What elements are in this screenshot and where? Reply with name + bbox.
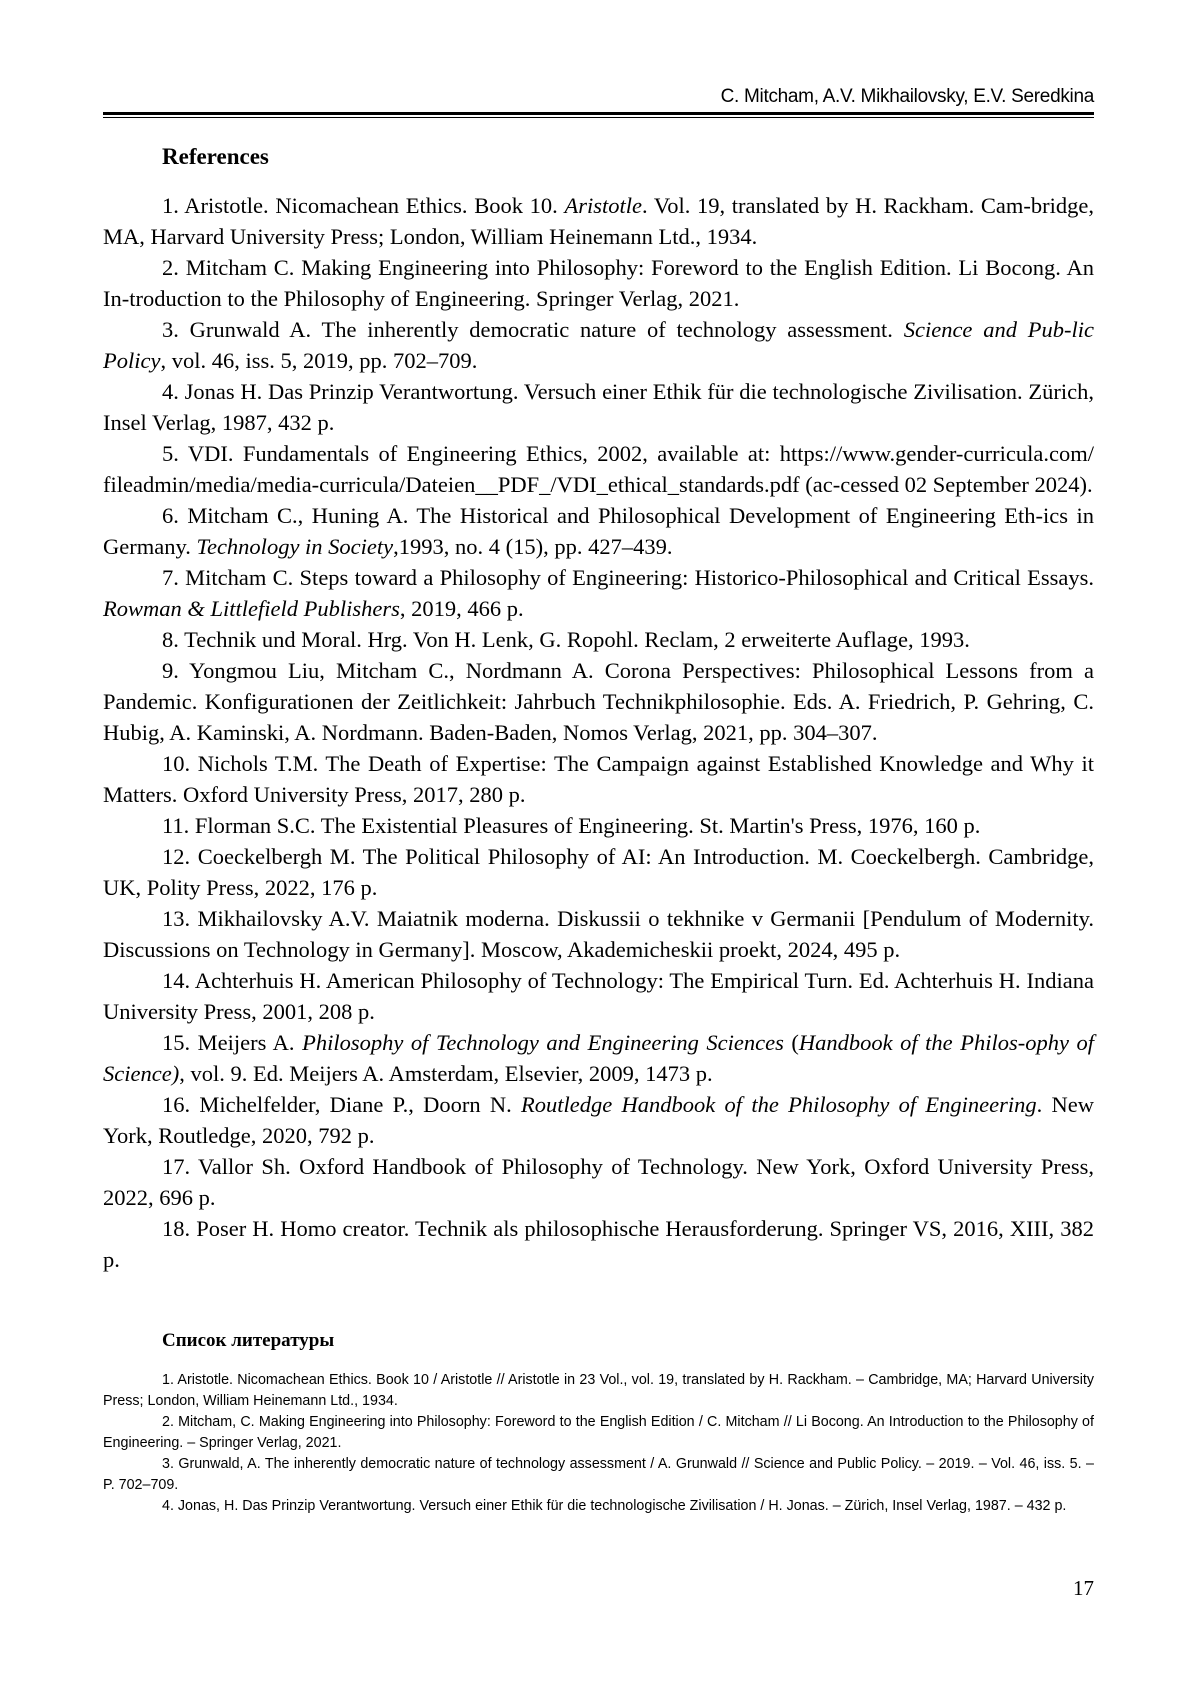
reference-item: 3. Grunwald A. The inherently democratic nature of technology assessment. Science and Pub-lic Policy, vol. 46, iss. 5, 2019, pp. 702–709. <box>103 317 1094 373</box>
reference-item: 16. Michelfelder, Diane P., Doorn N. Routledge Handbook of the Philosophy of Engineering. New York, Routledge, 2020, 792 p. <box>103 1092 1094 1148</box>
reference-item: 7. Mitcham C. Steps toward a Philosophy of Engineering: Historico-Philosophical and Critical Essays. Rowman & Littlefield Publishers, 2019, 466 p. <box>103 565 1094 621</box>
reference-item: 15. Meijers A. Philosophy of Technology and Engineering Sciences (Handbook of the Philos-ophy of Science), vol. 9. Ed. Meijers A. Amsterdam, Elsevier, 2009, 1473 p. <box>103 1030 1094 1086</box>
page-number: 17 <box>1073 1576 1094 1600</box>
reference-item: 5. VDI. Fundamentals of Engineering Ethics, 2002, available at: https://www.gender-curricula.com/ fileadmin/media/media-curricula/Dateien__PDF_/VDI_ethical_standards.pdf (ac-cessed 02 September 2024). <box>103 441 1094 497</box>
reference-item: 10. Nichols T.M. The Death of Expertise: The Campaign against Established Knowledge and Why it Matters. Oxford University Press, 2017, 280 p. <box>103 751 1094 807</box>
reference-ru-item: 3. Grunwald, A. The inherently democratic nature of technology assessment / A. Grunwald // Science and Public Policy. – 2019. – Vol. 46, iss. 5. – P. 702–709. <box>103 1456 1094 1493</box>
running-head: C. Mitcham, A.V. Mikhailovsky, E.V. Seredkina <box>720 86 1094 107</box>
references-list <box>103 190 1094 1275</box>
header-rule-thick <box>103 112 1094 115</box>
header-rule-thin <box>103 117 1094 118</box>
reference-item: 4. Jonas H. Das Prinzip Verantwortung. Versuch einer Ethik für die technologische Zivilisation. Zürich, Insel Verlag, 1987, 432 p. <box>103 379 1094 435</box>
reference-ru-item: 4. Jonas, H. Das Prinzip Verantwortung. Versuch einer Ethik für die technologische Zivilisation / H. Jonas. – Zürich, Insel Verlag, 1987. – 432 p. <box>162 1498 1067 1514</box>
reference-item: 9. Yongmou Liu, Mitcham C., Nordmann A. Corona Perspectives: Philosophical Lessons from a Pandemic. Konfigurationen der Zeitlichkeit: Jahrbuch Technikphilosophie. Eds. A. Friedrich, P. Gehring, C. Hubig, A. Kaminski, A. Nordmann. Baden-Baden, Nomos Verlag, 2021, pp. 304–307. <box>103 658 1094 745</box>
reference-item: 17. Vallor Sh. Oxford Handbook of Philosophy of Technology. New York, Oxford University Press, 2022, 696 p. <box>103 1154 1094 1210</box>
references-ru-heading: Список литературы <box>162 1330 335 1351</box>
reference-item: 2. Mitcham C. Making Engineering into Philosophy: Foreword to the English Edition. Li Bocong. An In-troduction to the Philosophy of Engineering. Springer Verlag, 2021. <box>103 255 1094 311</box>
reference-item: 11. Florman S.C. The Existential Pleasures of Engineering. St. Martin's Press, 1976, 160 p. <box>162 813 981 838</box>
reference-item: 12. Coeckelbergh M. The Political Philosophy of AI: An Introduction. M. Coeckelbergh. Cambridge, UK, Polity Press, 2022, 176 p. <box>103 844 1094 900</box>
reference-ru-item: 1. Aristotle. Nicomachean Ethics. Book 10 / Aristotle // Aristotle in 23 Vol., vol. 19, translated by H. Rackham. – Cambridge, MA; Harvard University Press; London, William Heinemann Ltd., 1934. <box>103 1372 1094 1409</box>
reference-item: 14. Achterhuis H. American Philosophy of Technology: The Empirical Turn. Ed. Achterhuis H. Indiana University Press, 2001, 208 p. <box>103 968 1094 1024</box>
reference-item: 18. Poser H. Homo creator. Technik als philosophische Herausforderung. Springer VS, 2016, XIII, 382 p. <box>103 1216 1094 1272</box>
reference-item: 13. Mikhailovsky A.V. Maiatnik moderna. Diskussii o tekhnike v Germanii [Pendulum of Modernity. Discussions on Technology in Germany]. Moscow, Akademicheskii proekt, 2024, 495 p. <box>103 906 1094 962</box>
reference-item: 1. Aristotle. Nicomachean Ethics. Book 10. Aristotle. Vol. 19, translated by H. Rackham. Cam-bridge, MA, Harvard University Press; London, William Heinemann Ltd., 1934. <box>103 193 1094 249</box>
reference-item: 6. Mitcham C., Huning A. The Historical and Philosophical Development of Engineering Eth-ics in Germany. Technology in Society,1993, no. 4 (15), pp. 427–439. <box>103 503 1094 559</box>
reference-item: 8. Technik und Moral. Hrg. Von H. Lenk, G. Ropohl. Reclam, 2 erweiterte Auflage, 1993. <box>162 627 970 652</box>
references-heading: References <box>162 144 269 169</box>
references-ru-list <box>103 1370 1094 1517</box>
reference-ru-item: 2. Mitcham, C. Making Engineering into Philosophy: Foreword to the English Edition / C. Mitcham // Li Bocong. An Introduction to the Philosophy of Engineering. – Springer Verlag, 2021. <box>103 1414 1094 1451</box>
